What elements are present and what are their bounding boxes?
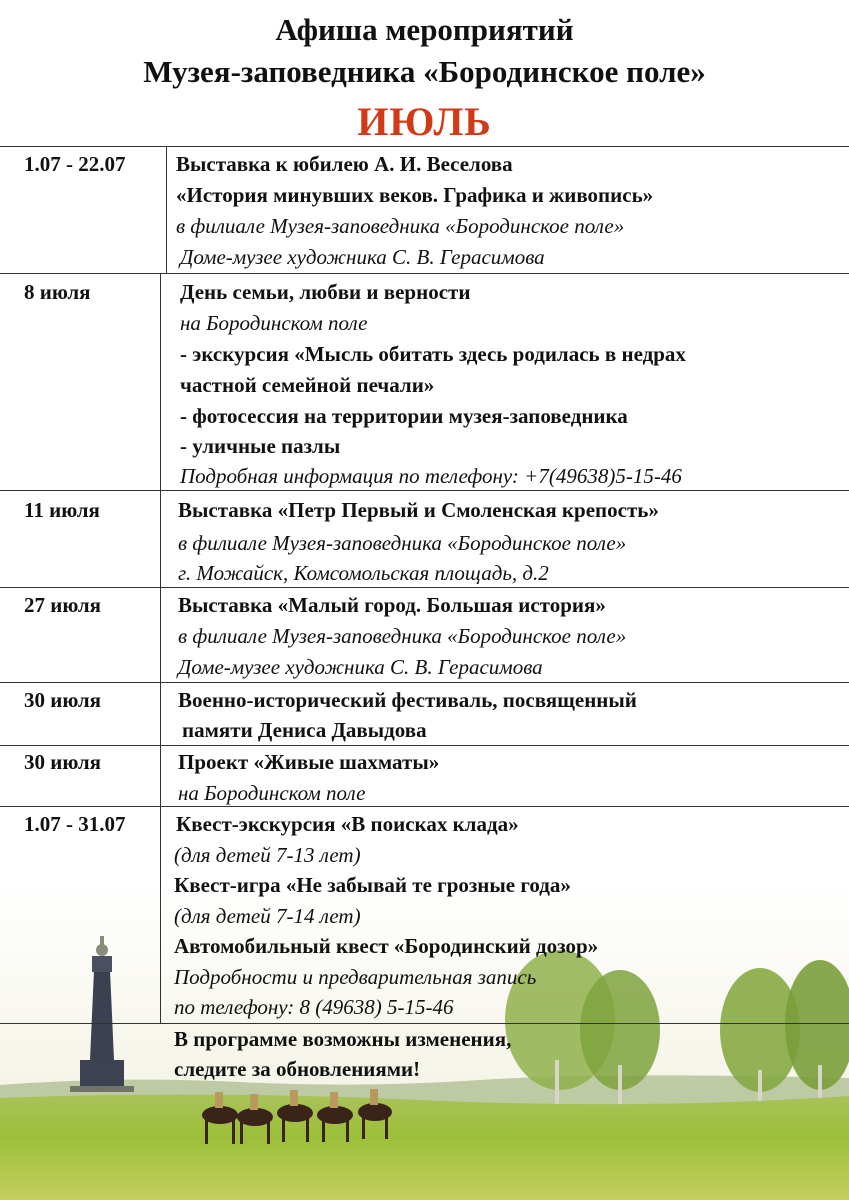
event-registration-info: Подробности и предварительная запись <box>174 965 537 989</box>
event-title: Квест-игра «Не забывай те грозные года» <box>174 873 571 897</box>
event-location: Доме-музее художника С. В. Герасимова <box>180 245 545 269</box>
event-title: Выставка к юбилею А. И. Веселова <box>176 152 513 176</box>
table-divider <box>0 490 849 491</box>
table-divider <box>0 587 849 588</box>
table-divider <box>0 1023 849 1024</box>
event-date: 30 июля <box>24 750 102 774</box>
event-location: Доме-музее художника С. В. Герасимова <box>178 655 543 679</box>
month-heading: ИЮЛЬ <box>357 99 492 144</box>
event-phone-info: Подробная информация по телефону: +7(49638)5-15-46 <box>180 464 682 488</box>
event-detail: - уличные пазлы <box>180 434 341 458</box>
footer-note: В программе возможны изменения, <box>174 1027 512 1051</box>
event-title: Квест-экскурсия «В поисках клада» <box>176 812 519 836</box>
event-location: в филиале Музея-заповедника «Бородинское поле» <box>178 531 627 555</box>
event-date: 30 июля <box>24 688 102 712</box>
poster-title-line-2: Музея-заповедника «Бородинское поле» <box>143 54 706 89</box>
event-detail: - экскурсия «Мысль обитать здесь родилась в недрах <box>180 342 686 366</box>
event-date: 8 июля <box>24 280 91 304</box>
event-title: «История минувших веков. Графика и живопись» <box>176 183 654 207</box>
table-divider <box>0 146 849 147</box>
event-title: памяти Дениса Давыдова <box>182 718 427 742</box>
event-age-note: (для детей 7-13 лет) <box>174 843 361 867</box>
event-title: Военно-исторический фестиваль, посвященный <box>178 688 637 712</box>
event-location: на Бородинском поле <box>180 311 368 335</box>
event-phone-info: по телефону: 8 (49638) 5-15-46 <box>174 995 454 1019</box>
event-date: 11 июля <box>24 498 100 522</box>
column-divider <box>166 146 167 273</box>
table-divider <box>0 682 849 683</box>
table-divider <box>0 273 849 274</box>
event-title: Проект «Живые шахматы» <box>178 750 440 774</box>
event-title: Выставка «Петр Первый и Смоленская крепость» <box>178 498 659 522</box>
event-age-note: (для детей 7-14 лет) <box>174 904 361 928</box>
table-divider <box>0 745 849 746</box>
event-detail: - фотосессия на территории музея-заповедника <box>180 404 628 428</box>
event-location: в филиале Музея-заповедника «Бородинское поле» <box>178 624 627 648</box>
event-title: День семьи, любви и верности <box>180 280 471 304</box>
event-detail: частной семейной печали» <box>180 373 435 397</box>
event-title: Выставка «Малый город. Большая история» <box>178 593 606 617</box>
column-divider <box>160 273 161 1023</box>
event-date: 1.07 - 22.07 <box>24 152 126 176</box>
table-divider <box>0 806 849 807</box>
event-location: на Бородинском поле <box>178 781 366 805</box>
footer-note: следите за обновлениями! <box>174 1057 421 1081</box>
event-date: 1.07 - 31.07 <box>24 812 126 836</box>
poster-title-line-1: Афиша мероприятий <box>275 12 574 47</box>
event-location: г. Можайск, Комсомольская площадь, д.2 <box>178 561 549 585</box>
event-title: Автомобильный квест «Бородинский дозор» <box>174 934 599 958</box>
event-location: в филиале Музея-заповедника «Бородинское поле» <box>176 214 625 238</box>
event-date: 27 июля <box>24 593 102 617</box>
